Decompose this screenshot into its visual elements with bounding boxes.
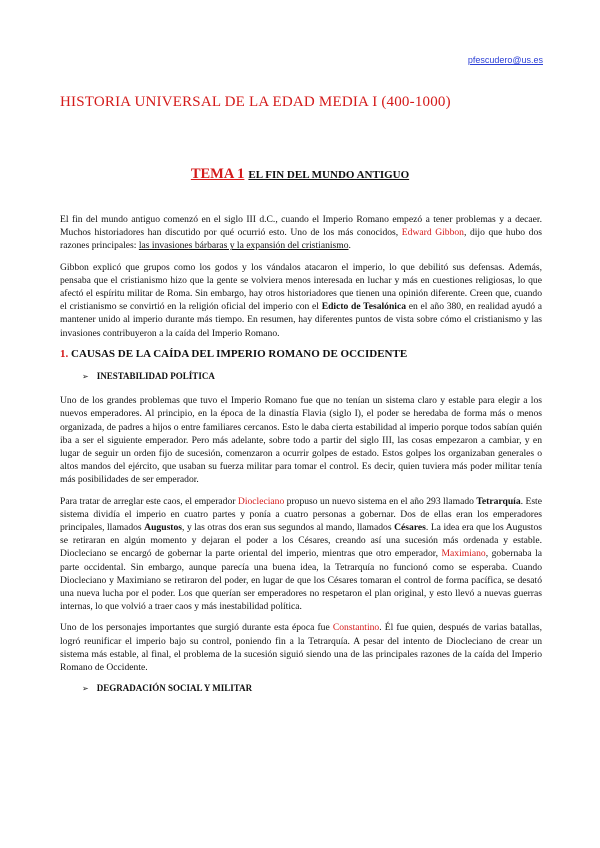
text: Gibbon explicó que grupos como los godos y los vándalos atacaron el imperio, lo que debilitó sus defensas. Además, pensaba que el cristianismo hizo que la gente se volviera menos interesada en luchar y más en cuestiones religiosas, lo que afectó el espíritu militar de Roma. Sin embargo, hay otros historiadores que tienen una opinión diferente. Creen que, cuando el cristianismo se convirtió en la religión oficial del imperio con el <box>60 261 542 313</box>
text: , y las otras dos eran sus segundos al mando, llamados <box>182 522 395 534</box>
gibbon-name: Edward Gibbon <box>401 227 464 239</box>
paragraph-inestabilidad: Uno de los grandes problemas que tuvo el Imperio Romano fue que no tenían un sistema claro y estable para elegir a los nuevos emperadores. Al principio, en la época de la dinastía Flavia (siglo I), el poder se heredaba de forma más o menos organizada, de padres a hijos o entre familiares cercanos. Esto le daba cierta estabilidad al imperio porque todos sabían quién iba a ser el siguiente emperador. Pero más adelante, sobre todo a partir del siglo III, las cosas empezaron a cambiar, y en lugar de seguir un orden fijo de sucesión, comenzaron a ocurrir golpes de estado. Estos golpes los organizaban generales o altos mandos del ejército, que usaban su fuerza militar para tomar el control. Es decir, quien tuviera más poder militar tenía más posibilidades de ser emperador. <box>60 395 542 486</box>
cesares-term: Césares <box>394 522 426 534</box>
section-1-heading <box>60 348 542 361</box>
section-title: CAUSAS DE LA CAÍDA DEL IMPERIO ROMANO DE OCCIDENTE <box>71 347 408 360</box>
paragraph-constantino <box>60 621 542 674</box>
subsection-title: DEGRADACIÓN SOCIAL Y MILITAR <box>96 683 253 694</box>
intro-paragraph-1 <box>60 213 542 253</box>
author-email[interactable]: pfescudero@us.es <box>467 55 543 65</box>
text: . Este sistema dividía el imperio en cuatro partes y ponía a cuatro personas a gobernar. Dos de ellas eran los emperadores principales, llamados <box>60 495 542 534</box>
text: , gobernaba la parte occidental. Sin embargo, aunque parecía una buena idea, la Tetrarquía no funcionó como se esperaba. Cuando Diocleciano y Maximiano se retiraron del poder, en lugar de que los Césares tomaran el control de forma pacífica, se desató una nueva lucha por el poder. Los que querían ser emperadores no respetaron el plan original, y esto llevó a nuevas guerras internas, lo que volvió a traer caos y más inestabilidad política. <box>60 548 543 613</box>
diocleciano-name: Diocleciano <box>237 495 285 507</box>
intro-paragraph-2 <box>60 261 542 340</box>
tema-label: TEMA 1 <box>190 166 245 182</box>
text: en el año 380, en realidad ayudó a mantener unido al imperio durante más tiempo. En resumen, hay diferentes puntos de vista sobre cómo el cristianismo y las invasiones contribuyeron a la caída del Imperio Romano. <box>60 301 542 339</box>
subsection-inestabilidad <box>82 370 542 383</box>
text: . Él fue quien, después de varias batallas, logró reunificar el imperio bajo su control, poniendo fin a la Tetrarquía. A pesar del intento de Diocleciano de crear un sistema más estable, al final, el problema de la sucesión siguió siendo una de las principales razones de la caída del Imperio Romano de Occidente. <box>60 622 543 674</box>
section-number: 1. <box>60 347 69 360</box>
subsection-degradacion <box>82 682 542 695</box>
augustos-term: Augustos <box>144 522 183 534</box>
text: propuso un nuevo sistema en el año 293 llamado <box>284 495 477 507</box>
arrow-bullet-icon: ➢ <box>82 372 89 382</box>
edicto-tesalonica: Edicto de Tesalónica <box>321 301 407 313</box>
text: Uno de los personajes importantes que surgió durante esta época fue <box>60 622 333 634</box>
tema-title: EL FIN DEL MUNDO ANTIGUO <box>248 169 410 181</box>
text: . La idea era que los Augustos se retiraran en algún momento y dejaran el poder a los Césares, creando así una sucesión más ordenada y estable. Diocleciano se encargó de gobernar la parte oriental del imperio, mientras que otro emperador, <box>60 522 542 560</box>
maximiano-name: Maximiano <box>441 548 486 560</box>
gibbon-reasons: las invasiones bárbaras y la expansión del cristianismo <box>138 240 349 252</box>
document-body <box>60 213 542 707</box>
tetrarquia-term: Tetrarquía <box>476 495 521 507</box>
paragraph-tetrarquia <box>60 495 542 614</box>
text: , dijo que hubo dos razones principales: <box>60 227 542 252</box>
text: . <box>348 240 351 252</box>
text: Para tratar de arreglar este caos, el emperador <box>60 495 238 507</box>
tema-heading <box>0 165 600 183</box>
arrow-bullet-icon: ➢ <box>82 684 89 694</box>
text: El fin del mundo antiguo comenzó en el siglo III d.C., cuando el Imperio Romano empezó a tener problemas y a decaer. Muchos historiadores han discutido por qué ocurrió esto. Uno de los más conocidos, <box>60 214 542 239</box>
course-title: HISTORIA UNIVERSAL DE LA EDAD MEDIA I (400-1000) <box>60 94 451 110</box>
subsection-title: INESTABILIDAD POLÍTICA <box>96 371 215 382</box>
constantino-name: Constantino <box>332 622 380 634</box>
